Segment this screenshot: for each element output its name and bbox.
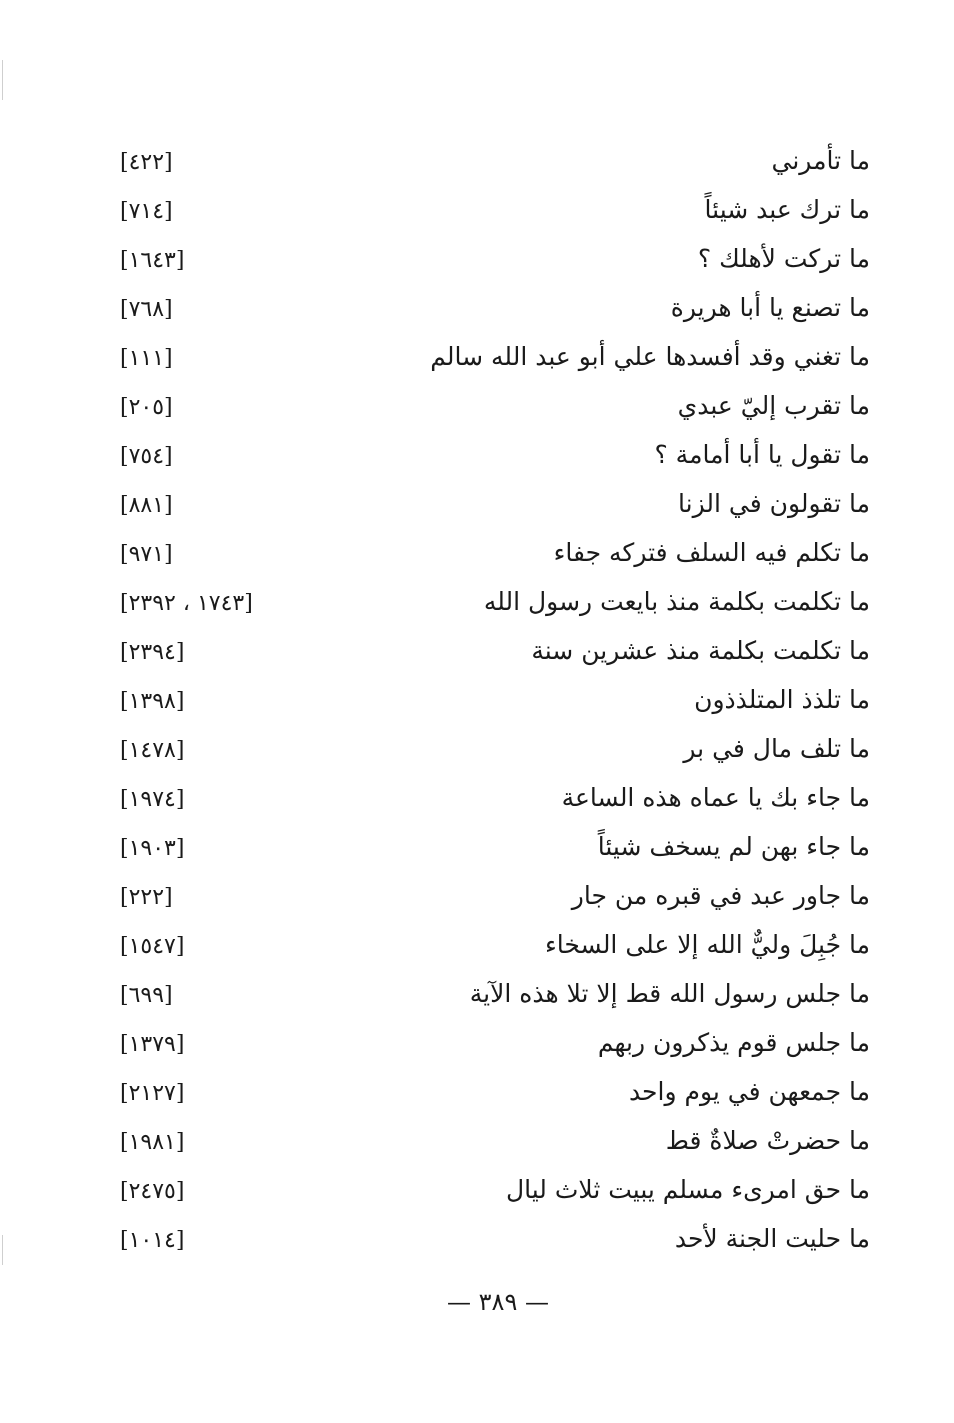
entry-phrase: ما جاء بهن لم يسخف شيئاً <box>597 832 870 861</box>
entry-reference-number: [١٩٠٣] <box>120 836 185 861</box>
entry-phrase: ما تصنع يا أبا هريرة <box>670 293 870 322</box>
index-entry <box>100 921 875 970</box>
entry-reference-number: [٢١٢٧] <box>120 1081 185 1106</box>
index-entry <box>100 1019 875 1068</box>
entry-phrase: ما تكلمت بكلمة منذ بايعت رسول الله <box>483 587 870 616</box>
index-entry <box>100 186 875 235</box>
entry-reference-number: [٢٢٢] <box>120 885 173 910</box>
entry-reference-number: [١٩٧٤] <box>120 787 185 812</box>
entry-reference-number: [١١١] <box>120 346 173 371</box>
entry-phrase: ما تكلم فيه السلف فتركه جفاء <box>553 538 870 567</box>
entry-phrase: ما ترك عبد شيئاً <box>704 195 870 224</box>
index-entry <box>100 529 875 578</box>
entry-reference-number: [٤٢٢] <box>120 150 173 175</box>
entry-phrase: ما جلس قوم يذكرون ربهم <box>597 1028 870 1057</box>
entry-phrase: ما تركت لأهلك ؟ <box>697 244 870 273</box>
index-entry <box>100 382 875 431</box>
entry-phrase: ما تأمرني <box>771 146 870 175</box>
entry-phrase: ما تلذذ المتلذذون <box>694 685 870 714</box>
index-entry <box>100 284 875 333</box>
entry-phrase: ما تقول يا أبا أمامة ؟ <box>654 440 870 469</box>
index-entry <box>100 235 875 284</box>
entry-reference-number: [١٥٤٧] <box>120 934 185 959</box>
index-entry <box>100 823 875 872</box>
index-entry <box>100 1215 875 1264</box>
index-entry <box>100 970 875 1019</box>
index-entry <box>100 578 875 627</box>
entry-phrase: ما تقرب إليّ عبدي <box>677 391 870 420</box>
entry-phrase: ما حق امرىء مسلم يبيت ثلاث ليال <box>505 1175 870 1204</box>
entry-reference-number: [٨٨١] <box>120 493 173 518</box>
entry-reference-number: [١٦٤٣] <box>120 248 185 273</box>
index-entry <box>100 676 875 725</box>
entry-reference-number: [١٣٧٩] <box>120 1032 185 1057</box>
entry-phrase: ما تغني وقد أفسدها علي أبو عبد الله سالم <box>430 342 870 371</box>
entry-reference-number: [٧٦٨] <box>120 297 173 322</box>
entry-phrase: ما تلف مال في بر <box>683 734 870 763</box>
index-entry <box>100 627 875 676</box>
entry-phrase: ما حضرتْ صلاةٌ قط <box>665 1126 870 1155</box>
entry-reference-number: [٧٥٤] <box>120 444 173 469</box>
entry-reference-number: [٩٧١] <box>120 542 173 567</box>
entry-reference-number: [٧١٤] <box>120 199 173 224</box>
entry-reference-number: [٢٠٥] <box>120 395 173 420</box>
hadith-index-list <box>100 137 875 1264</box>
scan-margin-mark <box>2 1235 3 1265</box>
entry-reference-number: [١٧٤٣ ، ٢٣٩٢] <box>120 591 253 616</box>
entry-reference-number: [٢٤٧٥] <box>120 1179 185 1204</box>
entry-reference-number: [٢٣٩٤] <box>120 640 185 665</box>
entry-phrase: ما حليت الجنة لأحد <box>674 1224 870 1253</box>
entry-reference-number: [١٣٩٨] <box>120 689 185 714</box>
entry-phrase: ما جاور عبد في قبره من جار <box>571 881 870 910</box>
entry-reference-number: [٦٩٩] <box>120 983 173 1008</box>
entry-phrase: ما جلس رسول الله قط إلا تلا هذه الآية <box>469 979 870 1008</box>
index-entry <box>100 725 875 774</box>
index-entry <box>100 1068 875 1117</box>
page-number: — ٣٨٩ — <box>447 1288 549 1316</box>
index-entry <box>100 1166 875 1215</box>
index-entry <box>100 431 875 480</box>
entry-reference-number: [١٩٨١] <box>120 1130 185 1155</box>
entry-reference-number: [١٤٧٨] <box>120 738 185 763</box>
index-entry <box>100 333 875 382</box>
index-entry <box>100 774 875 823</box>
entry-phrase: ما جاء بك يا عماه هذه الساعة <box>561 783 870 812</box>
scan-margin-mark <box>2 60 3 100</box>
entry-phrase: ما تكلمت بكلمة منذ عشرين سنة <box>531 636 870 665</box>
entry-phrase: ما جمعهن في يوم واحد <box>628 1077 870 1106</box>
entry-phrase: ما تقولون في الزنا <box>678 489 870 518</box>
entry-reference-number: [١٠١٤] <box>120 1228 185 1253</box>
index-entry <box>100 872 875 921</box>
index-entry <box>100 1117 875 1166</box>
index-entry <box>100 480 875 529</box>
index-entry <box>100 137 875 186</box>
entry-phrase: ما جُبِلَ وليٌّ الله إلا على السخاء <box>545 930 870 959</box>
